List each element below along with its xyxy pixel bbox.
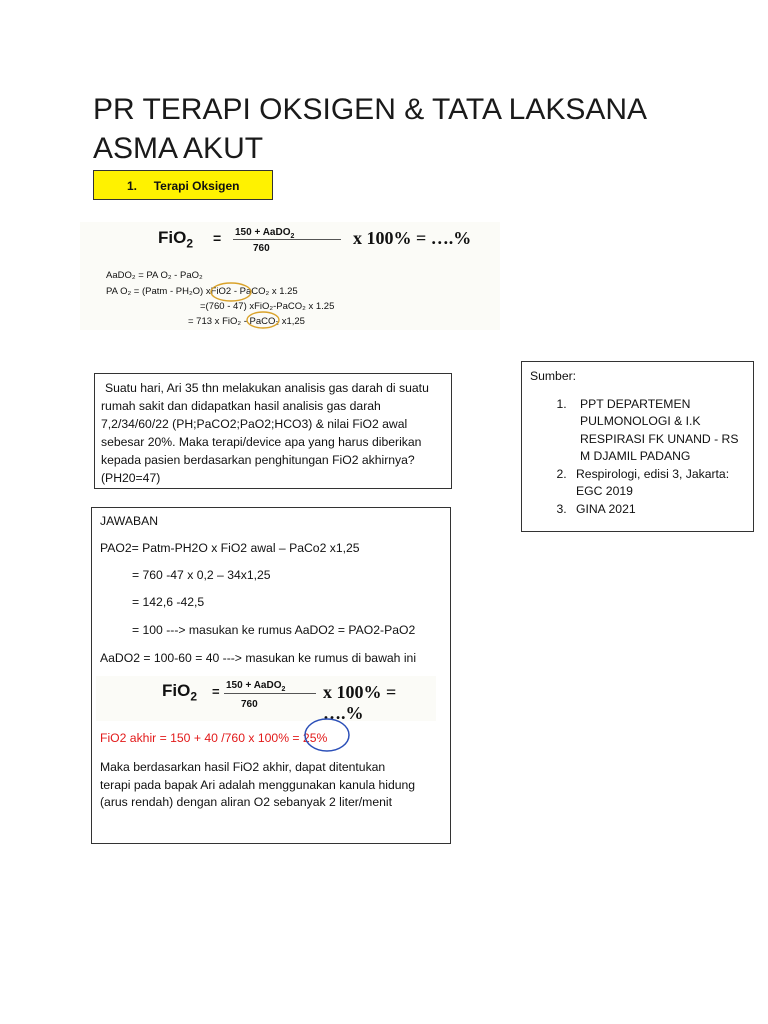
title-line-1: PR TERAPI OKSIGEN & TATA LAKSANA bbox=[93, 93, 648, 126]
formula-denominator: 760 bbox=[253, 243, 270, 254]
answer-line-3: = 142,6 -42,5 bbox=[132, 595, 205, 609]
orange-circles bbox=[80, 222, 500, 330]
section-number: 1. bbox=[127, 179, 138, 193]
title-line-2: ASMA AKUT bbox=[93, 132, 264, 165]
question-box bbox=[94, 373, 452, 489]
formula-numerator: 150 + AaDO$_2$ bbox=[235, 227, 295, 240]
fio2-formula-image bbox=[80, 222, 500, 330]
answer-line-5: AaDO2 = 100-60 = 40 ---> masukan ke rumus di bawah ini bbox=[100, 651, 417, 665]
answer-conclusion-1: Maka berdasarkan hasil FiO2 akhir, dapat ditentukan bbox=[100, 760, 386, 774]
answer-line-4: = 100 ---> masukan ke rumus AaDO2 = PAO2-PaO2 bbox=[132, 623, 416, 637]
formula-line-1: AaDO₂ = PA O₂ - PaO₂ bbox=[106, 270, 203, 281]
answer-final: FiO2 akhir = 150 + 40 /760 x 100% = 25% bbox=[100, 731, 328, 745]
formula-lhs: FiO$_2$ bbox=[158, 228, 194, 251]
formula-numerator: 150 + AaDO$_2$ bbox=[226, 680, 286, 693]
formula-line-2: PA O₂ = (Patm - PH₂O) xFiO2 - PaCO₂ x 1.25 bbox=[106, 286, 298, 297]
sources-heading: Sumber: bbox=[530, 369, 577, 383]
orange-circle-paco2 bbox=[247, 312, 279, 328]
formula-lhs: FiO$_2$ bbox=[162, 681, 198, 704]
formula-denominator: 760 bbox=[241, 699, 258, 710]
formula-equals: = bbox=[212, 684, 220, 699]
sources-list bbox=[530, 396, 745, 519]
answer-conclusion-3: (arus rendah) dengan aliran O2 sebanyak 2 liter/menit bbox=[100, 795, 392, 809]
section-label: Terapi Oksigen bbox=[153, 179, 240, 193]
answer-line-2: = 760 -47 x 0,2 – 34x1,25 bbox=[132, 568, 271, 582]
orange-circle-fio2 bbox=[211, 283, 251, 301]
formula-line-3: =(760 - 47) xFiO₂-PaCO₂ x 1.25 bbox=[200, 301, 335, 312]
formula-multiplier: x 100% = ….% bbox=[353, 228, 472, 248]
source-item: 3. GINA 2021 bbox=[570, 501, 745, 519]
blue-circle-25 bbox=[305, 719, 349, 751]
source-item: 1. PPT DEPARTEMEN PULMONOLOGI & I.K RESPIRASI FK UNAND - RS M DJAMIL PADANG bbox=[570, 396, 745, 466]
answer-heading: JAWABAN bbox=[100, 514, 159, 528]
formula-multiplier: x 100% = ….% bbox=[323, 682, 397, 723]
answer-box bbox=[91, 507, 451, 844]
answer-conclusion-2: terapi pada bapak Ari adalah menggunakan kanula hidung bbox=[100, 778, 416, 792]
source-item: 2. Respirologi, edisi 3, Jakarta: EGC 2019 bbox=[570, 466, 745, 501]
section-heading bbox=[93, 170, 273, 200]
page-title bbox=[93, 90, 713, 168]
question-text: Suatu hari, Ari 35 thn melakukan analisis gas darah di suatu rumah sakit dan didapatkan hasil analisis gas darah 7,2/34/60/22 (PH;PaCO2;PaO2;HCO3) & nilai FiO2 awal sebesar 20%. Maka terapi/device apa yang harus diberikan kepada pasien berdasarkan penghitungan FiO2 akhirnya? (PH20=47) bbox=[101, 381, 429, 485]
answer-line-1: PAO2= Patm-PH2O x FiO2 awal – PaCo2 x1,25 bbox=[100, 541, 360, 555]
formula-equals: = bbox=[213, 230, 222, 246]
formula-line-4: = 713 x FiO₂ - PaCO₂ x1,25 bbox=[188, 316, 305, 327]
sources-box bbox=[521, 361, 754, 532]
